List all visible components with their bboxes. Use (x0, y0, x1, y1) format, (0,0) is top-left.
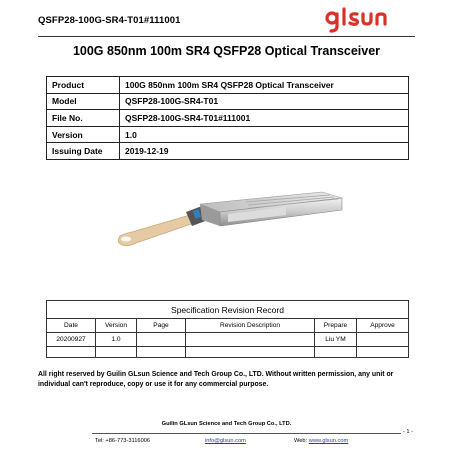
table-row (47, 77, 409, 94)
column-header: Page (137, 319, 186, 333)
cell-description (186, 333, 315, 347)
glsun-logo (323, 4, 393, 34)
copyright-notice: All right reserved by Guilin GLsun Science and Tech Group Co., LTD. Without written permission, any unit or individual can't reproduce, copy or use it for any commercial purpose. (38, 371, 394, 388)
info-label: Version (47, 126, 120, 143)
revision-record-table (46, 300, 409, 358)
empty-cell (315, 347, 357, 358)
footer-phone: Tel: +86-773-3116006 (95, 438, 151, 444)
footer-company: Guilin GLsun Science and Tech Group Co., LTD. (161, 421, 292, 427)
info-value: 100G 850nm 100m SR4 QSFP28 Optical Transceiver (120, 77, 409, 94)
info-label: Model (47, 93, 120, 110)
footer-web-link[interactable]: www.glsun.com (308, 438, 349, 444)
info-value: 2019-12-19 (120, 143, 409, 160)
web-label: Web: (294, 438, 309, 444)
product-info-table (46, 76, 409, 160)
document-code: QSFP28-100G-SR4-T01#111001 (38, 15, 181, 26)
table-row (47, 126, 409, 143)
table-row (47, 143, 409, 160)
footer-web (294, 438, 348, 444)
column-header: Version (96, 319, 137, 333)
footer-divider (92, 433, 401, 434)
footer-email-link[interactable]: info@glsun.com (205, 438, 246, 444)
info-label: File No. (47, 110, 120, 127)
cell-date: 20200927 (47, 333, 96, 347)
column-header: Date (47, 319, 96, 333)
empty-cell (47, 347, 96, 358)
empty-cell (137, 347, 186, 358)
table-row (47, 347, 409, 358)
revision-record-title: Specification Revision Record (47, 301, 409, 319)
info-value: QSFP28-100G-SR4-T01#111001 (120, 110, 409, 127)
column-header: Prepare (315, 319, 357, 333)
info-value: QSFP28-100G-SR4-T01 (120, 93, 409, 110)
info-value: 1.0 (120, 126, 409, 143)
empty-cell (186, 347, 315, 358)
empty-cell (357, 347, 409, 358)
cell-version: 1.0 (96, 333, 137, 347)
table-header-row (47, 319, 409, 333)
table-row (47, 333, 409, 347)
transceiver-product-image (116, 190, 348, 250)
info-label: Issuing Date (47, 143, 120, 160)
cell-prepare: Liu YM (315, 333, 357, 347)
page-number: - 1 - (402, 429, 413, 435)
table-row (47, 110, 409, 127)
cell-approve (357, 333, 409, 347)
info-label: Product (47, 77, 120, 94)
header-divider (38, 36, 415, 37)
column-header: Revision Description (186, 319, 315, 333)
table-row (47, 93, 409, 110)
empty-cell (96, 347, 137, 358)
column-header: Approve (357, 319, 409, 333)
document-title: 100G 850nm 100m SR4 QSFP28 Optical Transceiver (72, 44, 381, 58)
cell-page (137, 333, 186, 347)
